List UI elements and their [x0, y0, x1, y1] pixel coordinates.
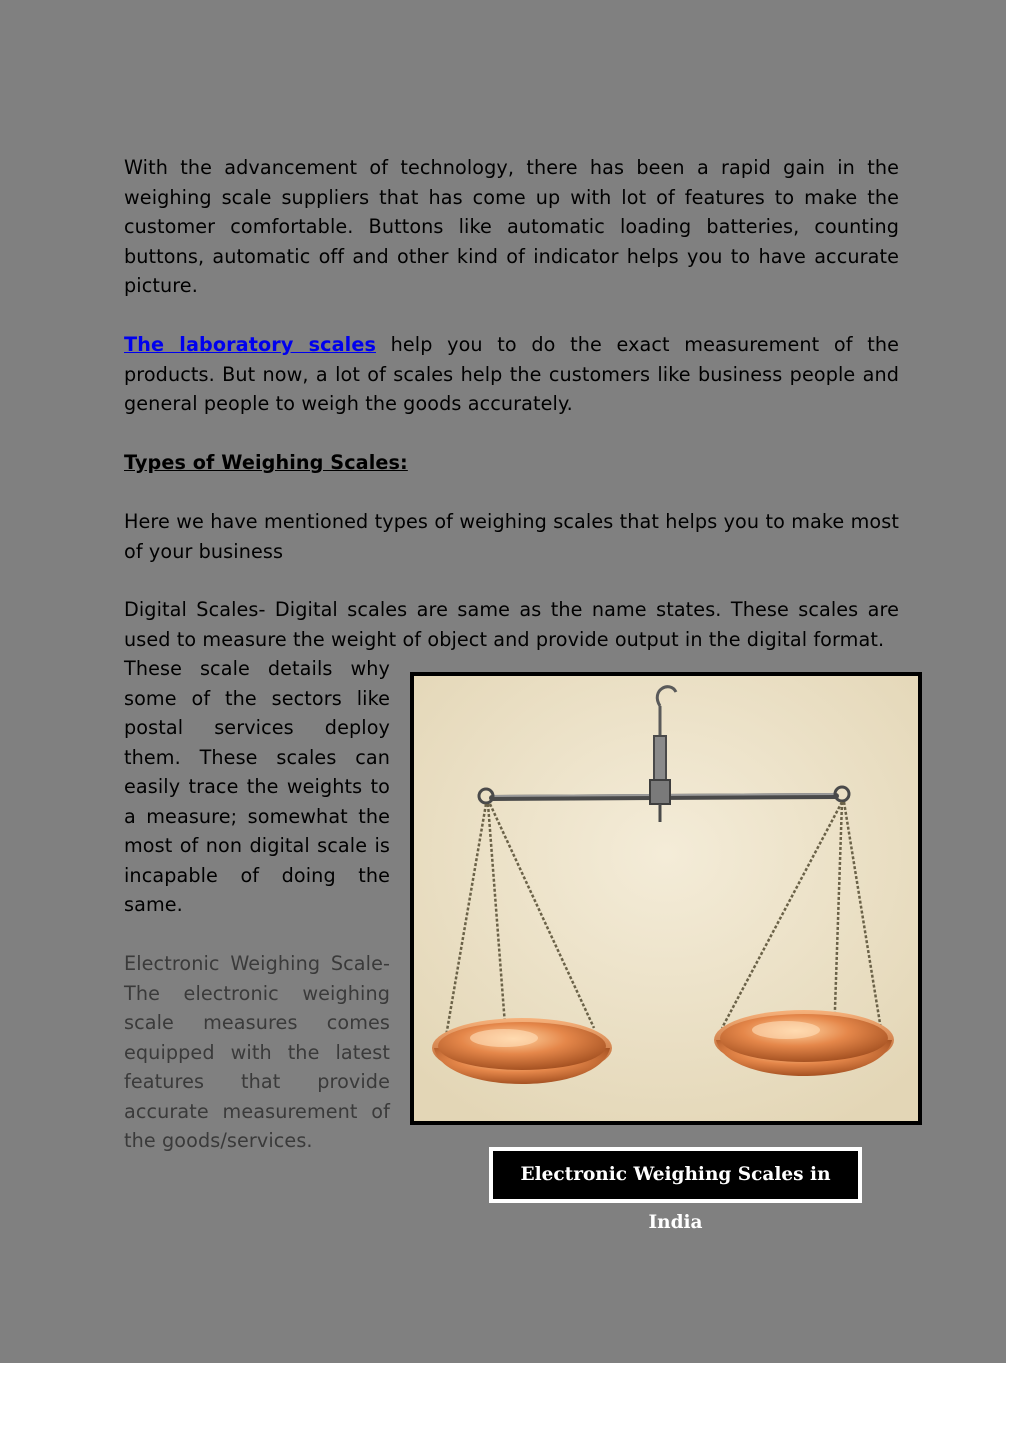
- section-heading: Types of Weighing Scales:: [124, 451, 408, 474]
- balance-scale-photo: [410, 672, 922, 1125]
- laboratory-paragraph-text: help you to do the exact measurement of the products. But now, a lot of scales help the customers like business people and general people to weigh the goods accurately.: [124, 333, 899, 415]
- digital-scales-detail-paragraph: These scale details why some of the sectors like postal services deploy them. These scales can easily trace the weights to a measure; somewhat the most of non digital scale is incapable of doing the same.: [124, 657, 390, 916]
- types-intro-paragraph: Here we have mentioned types of weighing scales that helps you to make most of your business: [124, 510, 899, 563]
- digital-scales-paragraph: Digital Scales- Digital scales are same as the name states. These scales are used to measure the weight of object and provide output in the digital format.: [124, 598, 899, 651]
- laboratory-paragraph: [124, 330, 899, 419]
- electronic-scale-paragraph: Electronic Weighing Scale- The electronic weighing scale measures comes equipped with the latest features that provide accurate measurement of the goods/services.: [124, 952, 390, 1152]
- page-edge: [1006, 0, 1024, 1363]
- laboratory-scales-link[interactable]: The laboratory scales: [124, 333, 376, 356]
- image-caption-box: [489, 1147, 862, 1233]
- image-caption: Electronic Weighing Scales in India: [493, 1151, 858, 1199]
- balance-scale-illustration: [414, 676, 918, 1121]
- intro-paragraph: With the advancement of technology, there has been a rapid gain in the weighing scale suppliers that has come up with lot of features to make the customer comfortable. Buttons like automatic loading batteries, counting buttons, automatic off and other kind of indicator helps you to have accurate picture.: [124, 156, 899, 297]
